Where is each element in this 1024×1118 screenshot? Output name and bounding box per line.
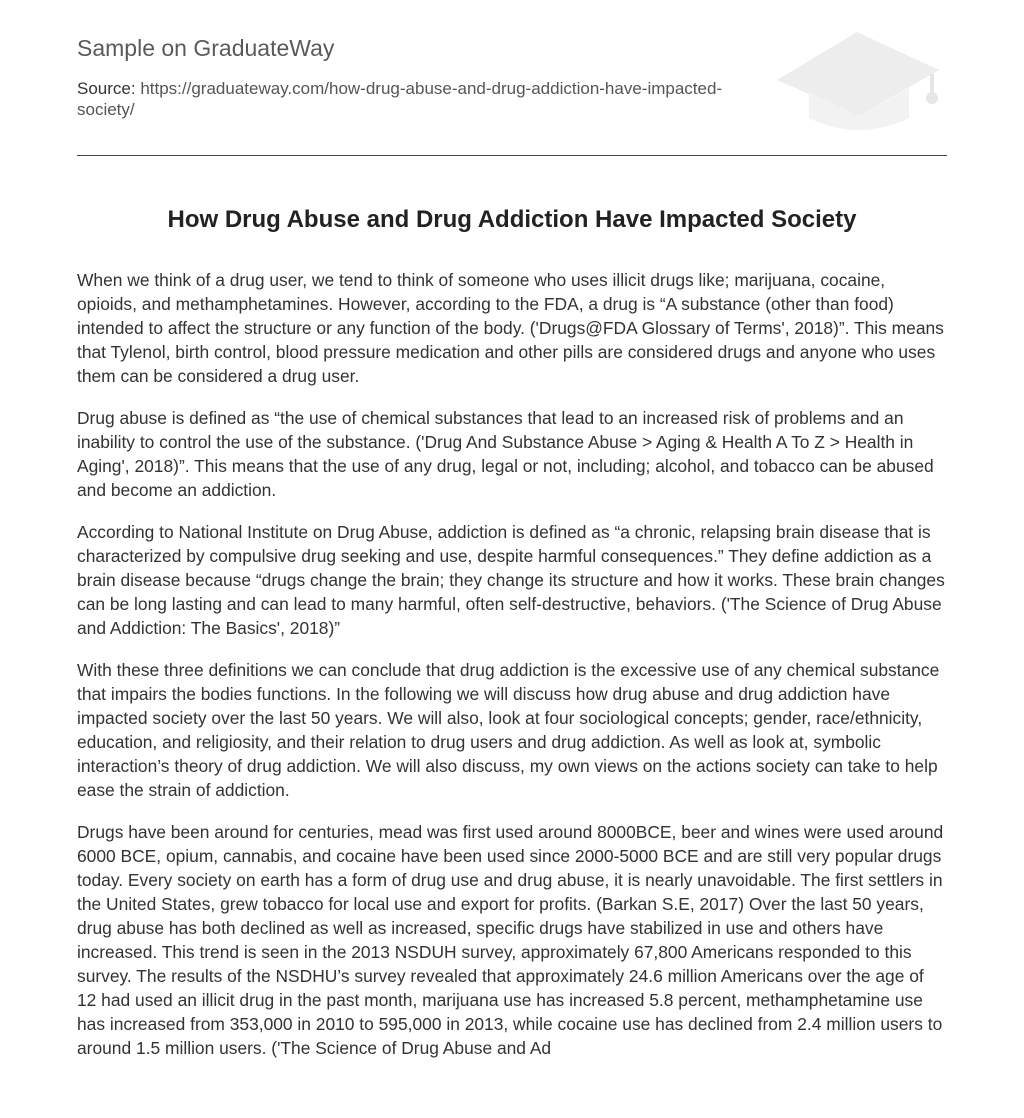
graduation-cap-icon [777,30,947,134]
source-line [77,78,777,120]
paragraph-4: With these three definitions we can conclude that drug addiction is the excessive use of any chemical substance that impairs the bodies functions. In the following we will discuss how drug abuse and drug addiction have impacted society over the last 50 years. We will also, look at four sociological concepts; gender, race/ethnicity, education, and religiosity, and their relation to drug users and drug addiction. As well as look at, symbolic interaction’s theory of drug addiction. We will also discuss, my own views on the actions society can take to help ease the strain of addiction. [77,660,940,800]
source-link[interactable]: https://graduateway.com/how-drug-abuse-and-drug-addiction-have-impacted-society/ [77,79,723,119]
source-label: Source: [77,79,136,98]
paragraph-5: Drugs have been around for centuries, mead was first used around 8000BCE, beer and wines were used around 6000 BCE, opium, cannabis, and cocaine have been used since 2000-5000 BCE and are still very popular drugs today. Every society on earth has a form of drug use and drug abuse, it is nearly unavoidable. The first settlers in the United States, grew tobacco for local use and export for profits. (Barkan S.E, 2017) Over the last 50 years, drug abuse has both declined as well as increased, specific drugs have stabilized in use and others have increased. This trend is seen in the 2013 NSDUH survey, approximately 67,800 Americans responded to this survey. The results of the NSDHU’s survey revealed that approximately 24.6 million Americans over the age of 12 had used an illicit drug in the past month, marijuana use has increased 5.8 percent, methamphetamine use has increased from 353,000 in 2010 to 595,000 in 2013, while cocaine use has declined from 2.4 million users to around 1.5 million users. ('The Science of Drug Abuse and Ad [77,822,944,1058]
document-header [77,0,947,156]
paragraph-1: When we think of a drug user, we tend to think of someone who uses illicit drugs like; marijuana, cocaine, opioids, and methamphetamines. However, according to the FDA, a drug is “A substance (other than food) intended to affect the structure or any function of the body. ('Drugs@FDA Glossary of Terms', 2018)”. This means that Tylenol, birth control, blood pressure medication and other pills are considered drugs and anyone who uses them can be considered a drug user. [77,270,944,386]
article-body [77,268,947,1064]
document-title: How Drug Abuse and Drug Addiction Have Impacted Society [167,206,857,233]
document-page [77,0,947,1058]
site-title: Sample on GraduateWay [77,35,335,61]
paragraph-2: Drug abuse is defined as “the use of chemical substances that lead to an increased risk of problems and an inability to control the use of the substance. ('Drug And Substance Abuse > Aging & Health A To Z > Health in Aging', 2018)”. This means that the use of any drug, legal or not, including; alcohol, and tobacco can be abused and become an addiction. [77,408,934,500]
paragraph-3: According to National Institute on Drug Abuse, addiction is defined as “a chronic, relapsing brain disease that is characterized by compulsive drug seeking and use, despite harmful consequences.” They define addiction as a brain disease because “drugs change the brain; they change its structure and how it works. These brain changes can be long lasting and can lead to many harmful, often self-destructive, behaviors. ('The Science of Drug Abuse and Addiction: The Basics', 2018)” [77,522,945,638]
